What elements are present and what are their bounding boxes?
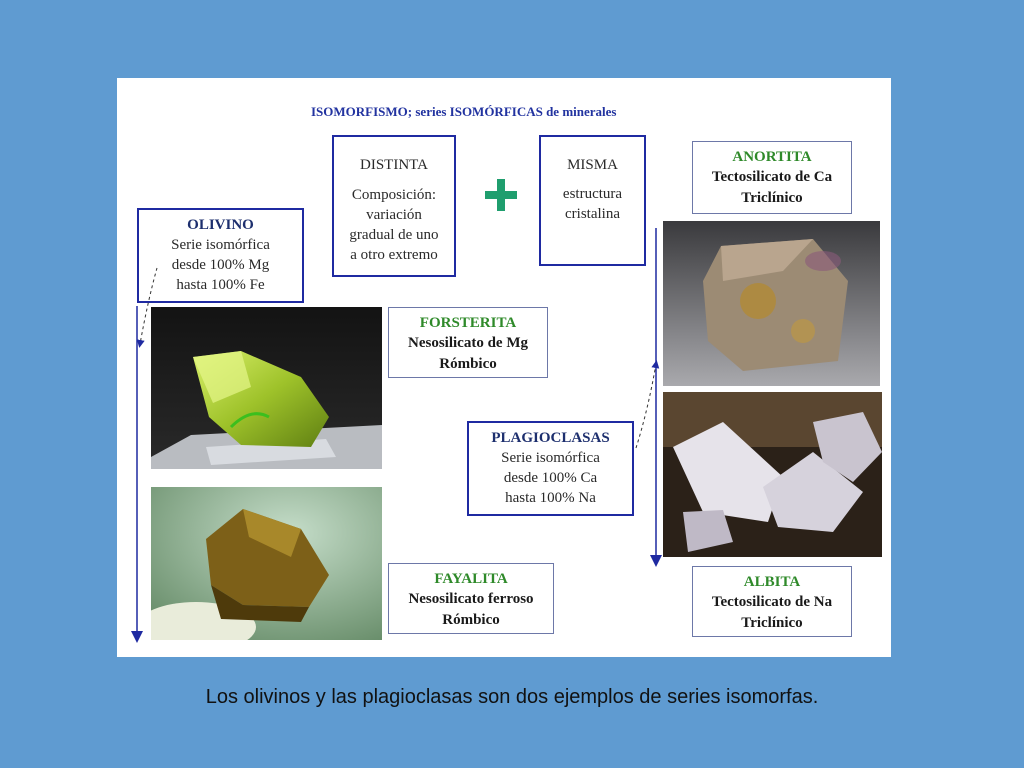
albita-line: Tectosilicato de Na — [711, 594, 833, 610]
anortita-heading: ANORTITA — [732, 149, 812, 165]
plagioclasas-box — [467, 421, 634, 516]
distinta-line: variación — [366, 207, 422, 223]
forsterita-box — [388, 307, 548, 378]
olivino-box — [137, 208, 304, 303]
distinta-box — [332, 135, 456, 277]
misma-line: cristalina — [565, 206, 620, 222]
misma-line: estructura — [562, 186, 623, 202]
forsterita-heading: FORSTERITA — [419, 315, 517, 331]
forsterita-line: Rómbico — [439, 356, 497, 372]
albite-photo — [663, 392, 882, 557]
plagioclasas-line: hasta 100% Na — [505, 490, 596, 506]
forsterite-photo — [151, 307, 382, 469]
fayalita-heading: FAYALITA — [434, 571, 508, 587]
olivino-line: Serie isomórfica — [171, 237, 270, 253]
anorthite-photo — [663, 221, 880, 386]
plus-icon — [484, 178, 518, 212]
distinta-line: a otro extremo — [350, 247, 438, 263]
misma-box — [539, 135, 646, 266]
plagioclasas-heading: PLAGIOCLASAS — [491, 430, 610, 446]
anortita-line: Tectosilicato de Ca — [711, 169, 833, 185]
distinta-line: gradual de uno — [349, 227, 439, 243]
olivino-heading: OLIVINO — [187, 217, 254, 233]
albita-line: Triclínico — [741, 615, 803, 631]
slide-title: ISOMORFISMO; series ISOMÓRFICAS de minerales — [311, 104, 617, 119]
anortita-line: Triclínico — [741, 190, 803, 206]
plagioclasas-line: Serie isomórfica — [501, 450, 600, 466]
distinta-heading: DISTINTA — [360, 157, 428, 173]
fayalite-photo — [151, 487, 382, 640]
fayalita-line: Nesosilicato ferroso — [408, 591, 534, 607]
distinta-line: Composición: — [351, 187, 437, 203]
misma-heading: MISMA — [567, 157, 618, 173]
olivino-line: desde 100% Mg — [171, 257, 270, 273]
slide-caption: Los olivinos y las plagioclasas son dos ejemplos de series isomorfas. — [205, 686, 819, 708]
albita-box — [692, 566, 852, 637]
fayalita-line: Rómbico — [442, 612, 500, 628]
albita-heading: ALBITA — [743, 574, 801, 590]
olivino-line: hasta 100% Fe — [176, 277, 265, 293]
forsterita-line: Nesosilicato de Mg — [408, 335, 528, 351]
fayalita-box — [388, 563, 554, 634]
plagioclasas-line: desde 100% Ca — [503, 470, 598, 486]
anortita-box — [692, 141, 852, 214]
